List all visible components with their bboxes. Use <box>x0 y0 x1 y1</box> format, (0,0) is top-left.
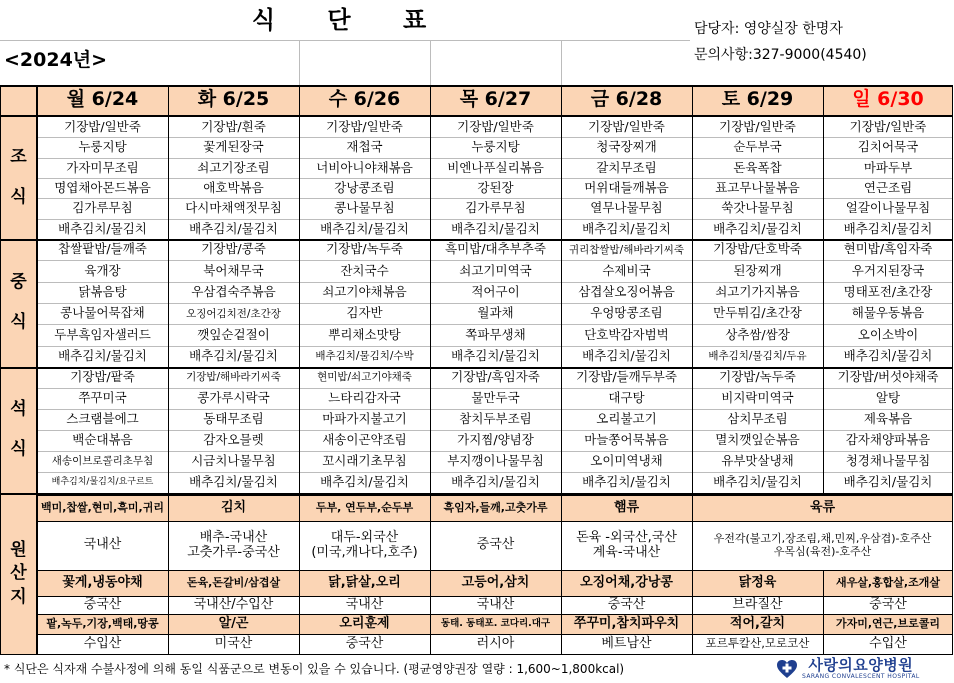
origin-value: 미국산 <box>214 635 253 651</box>
menu-item: 기장밥/일반죽 <box>719 118 796 134</box>
menu-item: 기장밥/단호박죽 <box>713 241 802 257</box>
menu-item: 닭볶음탕 <box>78 284 127 300</box>
meal-label-char: 식 <box>10 312 27 332</box>
menu-item: 우거지된장국 <box>851 262 925 278</box>
origin-head: 닭,닭살,오리 <box>328 574 401 590</box>
menu-item: 배추김치/물김치 <box>843 220 933 236</box>
menu-item: 잔치국수 <box>340 262 389 278</box>
menu-item: 배추김치/물김치 <box>582 220 671 236</box>
menu-item: 김가루무침 <box>465 200 526 216</box>
origin-head: 적어,갈치 <box>729 615 786 631</box>
origin-head: 돈육,돈갈비/삼겹살 <box>186 575 281 589</box>
menu-item: 스크램블에그 <box>66 411 139 427</box>
menu-item: 배추김치/물김치 <box>713 220 802 236</box>
origin-value <box>692 521 953 570</box>
menu-item: 콩나물무침 <box>334 200 395 216</box>
menu-item: 육개장 <box>84 262 121 278</box>
origin-value: 국내산 <box>345 596 384 612</box>
origin-value: 수입산 <box>869 635 907 651</box>
menu-item: 배추김치/물김치 <box>843 474 933 490</box>
origin-value <box>561 521 692 570</box>
menu-item: 제육볶음 <box>863 411 913 427</box>
origin-value-line: 대두-외국산 <box>330 529 399 545</box>
menu-item: 기장밥/흰죽 <box>201 118 266 134</box>
menu-item: 누룽지탕 <box>471 139 520 155</box>
menu-item: 찹쌀팥밥/들깨죽 <box>58 241 147 257</box>
origin-value <box>299 521 430 570</box>
origin-value-line: 국내산 <box>83 537 122 553</box>
menu-item: 비지락미역국 <box>721 390 794 406</box>
meal-label-char: 중 <box>10 272 27 293</box>
origin-value-line: 중국산 <box>476 537 515 553</box>
menu-item: 배추김치/물김치 <box>713 474 802 490</box>
origin-head: 백미,찹쌀,현미,흑미,귀리 <box>41 500 164 514</box>
menu-item: 오이미역냉채 <box>590 453 663 469</box>
origin-value: 브라질산 <box>732 596 783 612</box>
menu-item: 쇠고기야채볶음 <box>322 284 407 300</box>
menu-item: 참치두부조림 <box>459 411 532 427</box>
origin-value <box>430 521 561 570</box>
menu-item: 기장밥/녹두죽 <box>326 241 403 257</box>
menu-item: 북어채무국 <box>203 262 264 278</box>
origin-value <box>37 521 168 570</box>
menu-item: 뿌리채소맛탕 <box>328 326 401 342</box>
manager-info: 담당자: 영양실장 한명자 <box>694 20 843 37</box>
menu-item: 연근조림 <box>863 179 913 195</box>
menu-item: 쭈꾸미국 <box>78 390 127 406</box>
menu-item: 꼬시래기초무침 <box>322 453 407 469</box>
origin-label <box>0 493 37 655</box>
origin-value: 러시아 <box>476 635 515 651</box>
meal-label-2 <box>0 239 37 367</box>
origin-value-line: 우목심(육전)-호주산 <box>773 544 872 558</box>
menu-item: 배추김치/물김치 <box>58 348 147 364</box>
menu-item: 기장밥/일반죽 <box>849 118 927 134</box>
menu-item: 삼치무조림 <box>727 411 788 427</box>
menu-item: 배추김치/물김치 <box>189 348 278 364</box>
origin-value: 포르투칼산,모로코산 <box>705 636 810 651</box>
menu-item: 명엽채아몬드볶음 <box>54 179 151 195</box>
menu-item: 명태포전/초간장 <box>843 284 933 300</box>
menu-item: 우삼겹숙주볶음 <box>191 284 276 300</box>
menu-item: 배추김치/물김치/요구르트 <box>51 477 154 488</box>
origin-value: 국내산/수입산 <box>193 596 274 612</box>
menu-item: 배추김치/물김치/수박 <box>315 350 414 363</box>
menu-item: 현미밥/흑임자죽 <box>843 241 933 257</box>
menu-item: 청국장찌개 <box>596 139 657 155</box>
menu-item: 쪽파무생채 <box>465 326 526 342</box>
menu-item: 흑미밥/대추부추죽 <box>445 241 546 257</box>
origin-value: 중국산 <box>83 596 122 612</box>
menu-item: 오리불고기 <box>596 411 657 427</box>
menu-item: 마파가지불고기 <box>322 411 407 427</box>
year-label: <2024년> <box>4 49 108 72</box>
menu-item: 배추김치/물김치 <box>843 348 933 364</box>
day-header-6: 토 6/29 <box>721 88 794 111</box>
menu-item: 콩나물어묵잡채 <box>60 305 145 321</box>
menu-item: 표고무나물볶음 <box>715 179 800 195</box>
menu-item: 비엔나푸실리볶음 <box>447 159 544 175</box>
day-header-3: 수 6/26 <box>328 88 401 111</box>
menu-item: 마파두부 <box>863 159 913 175</box>
origin-value: 중국산 <box>869 596 907 612</box>
day-header-2: 화 6/25 <box>197 88 270 111</box>
menu-item: 배추김치/물김치 <box>451 474 540 490</box>
page-title: 식 단 표 <box>251 6 449 35</box>
menu-item: 배추김치/물김치 <box>451 348 540 364</box>
menu-item: 갈치무조림 <box>596 159 657 175</box>
menu-item: 현미밥/쇠고기야채죽 <box>317 371 412 384</box>
origin-head: 쭈꾸미,참치파우치 <box>573 615 680 631</box>
origin-value: 국내산 <box>476 596 515 612</box>
meal-label-char: 식 <box>10 439 27 459</box>
menu-item: 너비아니야채볶음 <box>316 159 413 175</box>
origin-head: 고등어,삼치 <box>461 574 530 590</box>
origin-label-char: 지 <box>10 586 27 607</box>
menu-item: 우엉땅콩조림 <box>590 305 663 321</box>
menu-item: 기장밥/버섯야채죽 <box>837 369 939 385</box>
menu-item: 배추김치/물김치 <box>582 348 671 364</box>
menu-item: 단호박감자범벅 <box>584 326 669 342</box>
menu-item: 강된장 <box>477 179 514 195</box>
menu-item: 배추김치/물김치 <box>58 220 147 236</box>
menu-item: 새송이브로콜리초무침 <box>51 455 154 468</box>
origin-head: 꽃게,냉동야채 <box>62 574 143 590</box>
hospital-name: 사랑의요양병원 <box>808 655 914 674</box>
menu-item: 김자반 <box>346 305 383 321</box>
footer-note: * 식단은 식자재 수불사정에 의해 동일 식품군으로 변동이 있을 수 있습니다. (평균영양권장 열량 : 1,600~1,800kcal) <box>4 661 625 676</box>
menu-item: 꽃게된장국 <box>203 139 264 155</box>
origin-head: 육류 <box>809 499 836 515</box>
menu-item: 새송이곤약조림 <box>322 432 407 448</box>
menu-item: 열무나물무침 <box>590 200 663 216</box>
origin-head: 팥,녹두,기장,백태,땅콩 <box>46 616 159 630</box>
menu-item: 김가루무침 <box>72 200 133 216</box>
menu-item: 기장밥/들깨두부죽 <box>576 369 677 385</box>
menu-item: 유부맛살냉채 <box>721 453 794 469</box>
menu-item: 기장밥/일반죽 <box>588 118 665 134</box>
meal-label-char: 조 <box>10 147 27 168</box>
origin-value-line: 계육-국내산 <box>592 544 661 560</box>
origin-head: 흑임자,들깨,고춧가루 <box>443 500 548 514</box>
origin-value-line: 고춧가루-중국산 <box>187 544 280 560</box>
menu-item: 쇠고기미역국 <box>459 262 532 278</box>
menu-item: 돈육폭찹 <box>733 159 782 175</box>
menu-item: 배추김치/물김치 <box>320 220 409 236</box>
origin-head: 가자미,연근,브로콜리 <box>836 616 940 630</box>
menu-item: 기장밥/일반죽 <box>326 118 403 134</box>
origin-value <box>168 521 299 570</box>
menu-item: 기장밥/흑임자죽 <box>451 369 540 385</box>
menu-item: 오징어김치전/초간장 <box>186 307 281 320</box>
menu-item: 가자미무조림 <box>66 159 139 175</box>
menu-item: 동태무조림 <box>203 411 264 427</box>
menu-item: 시금치나물무침 <box>191 453 276 469</box>
menu-item: 기장밥/일반죽 <box>457 118 534 134</box>
menu-item: 가지찜/양념장 <box>457 432 534 448</box>
origin-head: 알/곤 <box>218 615 249 631</box>
menu-item: 기장밥/팥죽 <box>70 369 135 385</box>
menu-item: 해물우동볶음 <box>851 305 925 321</box>
menu-item: 멸치깻잎순볶음 <box>715 432 800 448</box>
origin-head: 오리훈제 <box>339 615 390 631</box>
origin-head: 새우살,홍합살,조개살 <box>836 575 940 589</box>
menu-item: 배추김치/물김치 <box>320 474 409 490</box>
menu-item: 된장찌개 <box>733 262 782 278</box>
menu-item: 백순대볶음 <box>72 432 133 448</box>
menu-item: 머위대들깨볶음 <box>584 179 669 195</box>
menu-item: 알탕 <box>875 390 901 406</box>
menu-item: 콩가루시락국 <box>197 390 270 406</box>
origin-label-char: 원 <box>10 539 27 560</box>
menu-item: 청경채나물무침 <box>845 453 931 469</box>
origin-head: 두부, 연두부,순두부 <box>315 500 414 514</box>
origin-value: 수입산 <box>83 635 122 651</box>
contact-info: 문의사항:327-9000(4540) <box>694 46 867 63</box>
menu-item: 쇠고기가지볶음 <box>715 284 800 300</box>
day-header-4: 목 6/27 <box>459 88 532 111</box>
menu-item: 귀리찹쌀밥/해바라기씨죽 <box>568 243 685 256</box>
menu-item: 기장밥/해바라기씨죽 <box>186 371 281 384</box>
origin-value-line: 우전각(불고기,장조림,채,민찌,우삼겹)-호주산 <box>713 531 932 545</box>
origin-head: 햄류 <box>613 499 640 515</box>
menu-item: 마늘쫑어묵볶음 <box>584 432 669 448</box>
menu-item: 쑥갓나물무침 <box>721 200 794 216</box>
day-header-1: 월 6/24 <box>66 88 139 111</box>
day-header-5: 금 6/28 <box>590 88 663 111</box>
menu-item: 기장밥/콩죽 <box>201 241 266 257</box>
menu-item: 얼갈이나물무침 <box>845 200 931 216</box>
menu-item: 강낭콩조림 <box>334 179 395 195</box>
origin-head: 닭정육 <box>738 574 777 590</box>
origin-head: 김치 <box>220 499 247 515</box>
origin-value: 중국산 <box>345 635 384 651</box>
menu-item: 감자채양파볶음 <box>845 432 931 448</box>
day-header-7: 일 6/30 <box>852 88 924 111</box>
menu-item: 감자오믈렛 <box>203 432 264 448</box>
menu-item: 배추김치/물김치 <box>451 220 540 236</box>
meal-label-char: 석 <box>10 399 27 420</box>
menu-item: 물만두국 <box>471 390 520 406</box>
meal-label-char: 식 <box>10 187 27 207</box>
meal-label-1 <box>0 117 37 239</box>
menu-item: 누룽지탕 <box>78 139 127 155</box>
origin-value: 베트남산 <box>601 635 652 651</box>
menu-item: 적어구이 <box>471 284 520 300</box>
menu-item: 상추쌈/쌈장 <box>725 326 790 342</box>
menu-item: 배추김치/물김치 <box>582 474 671 490</box>
menu-item: 기장밥/일반죽 <box>64 118 141 134</box>
menu-item: 애호박볶음 <box>203 179 264 195</box>
menu-item: 배추김치/물김치/두유 <box>708 350 807 363</box>
menu-item: 김치어묵국 <box>857 139 919 155</box>
menu-item: 수제비국 <box>602 262 651 278</box>
menu-item: 다시마채액젓무침 <box>185 200 282 216</box>
hospital-subtitle: SARANG CONVALESCENT HOSPITAL <box>802 673 920 681</box>
menu-item: 깻잎순겉절이 <box>197 326 270 342</box>
origin-value-line: (미국,캐나다,호주) <box>311 544 418 560</box>
origin-value-line: 배추-국내산 <box>199 529 268 545</box>
meal-label-3 <box>0 367 37 493</box>
origin-head: 동태. 동태포. 코다리.대구 <box>440 617 551 629</box>
menu-item: 쇠고기장조림 <box>197 159 270 175</box>
menu-item: 배추김치/물김치 <box>189 474 278 490</box>
menu-item: 오이소박이 <box>857 326 919 342</box>
menu-item: 부지깽이나물무침 <box>447 453 544 469</box>
origin-value-line: 돈육 -외국산,국산 <box>576 529 677 545</box>
cross-heart-icon <box>776 659 798 679</box>
origin-label-char: 산 <box>10 563 27 584</box>
menu-item: 월과채 <box>477 305 514 321</box>
hospital-logo <box>776 655 954 683</box>
origin-head: 오징어채,강낭콩 <box>580 574 673 590</box>
menu-item: 순두부국 <box>733 139 782 155</box>
menu-item: 만두튀김/초간장 <box>713 305 802 321</box>
menu-item: 배추김치/물김치 <box>189 220 278 236</box>
menu-item: 대구탕 <box>608 390 645 406</box>
menu-item: 삼겹살오징어볶음 <box>578 284 675 300</box>
menu-item: 느타리감자국 <box>328 390 401 406</box>
origin-value: 중국산 <box>607 596 646 612</box>
menu-item: 두부흑임자샐러드 <box>54 326 151 342</box>
menu-item: 재첩국 <box>346 139 383 155</box>
menu-item: 기장밥/녹두죽 <box>719 369 796 385</box>
